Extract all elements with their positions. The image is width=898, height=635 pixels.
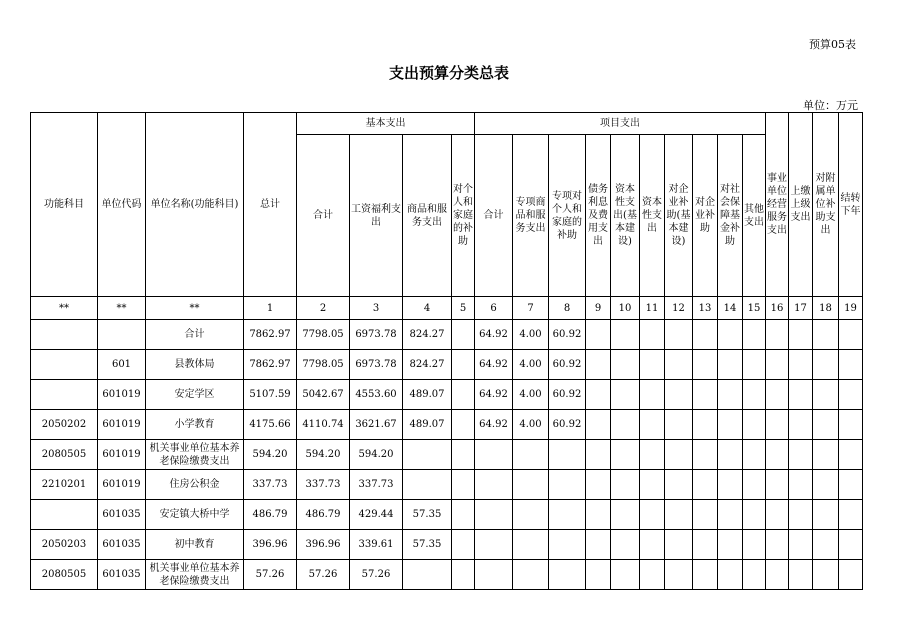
empty-cell (813, 560, 839, 590)
header-enterprise: 对企业补助 (693, 135, 718, 297)
special-goods-cell: 4.00 (513, 320, 549, 350)
basic-total-cell: 4110.74 (297, 410, 350, 440)
header-basic-total: 合计 (297, 135, 350, 297)
empty-cell (718, 560, 743, 590)
unit-code-cell: 601035 (98, 500, 146, 530)
goods-cell: 57.35 (403, 500, 452, 530)
func-code-cell: 2050202 (31, 410, 98, 440)
form-code: 预算05表 (809, 38, 856, 51)
empty-cell (813, 500, 839, 530)
total-cell: 594.20 (244, 440, 297, 470)
func-code-cell: 2210201 (31, 470, 98, 500)
total-cell: 337.73 (244, 470, 297, 500)
empty-cell (586, 380, 611, 410)
empty-cell (718, 410, 743, 440)
index-cell: ** (146, 297, 244, 320)
empty-cell (640, 380, 665, 410)
index-cell: 13 (693, 297, 718, 320)
project-total-cell (475, 560, 513, 590)
empty-cell (665, 560, 693, 590)
index-row (31, 297, 863, 320)
total-cell: 396.96 (244, 530, 297, 560)
unit-code-cell: 601019 (98, 470, 146, 500)
wage-cell: 337.73 (350, 470, 403, 500)
goods-cell: 824.27 (403, 350, 452, 380)
header-carry: 结转下年 (839, 113, 863, 297)
index-cell: ** (98, 297, 146, 320)
basic-total-cell: 337.73 (297, 470, 350, 500)
empty-cell (665, 320, 693, 350)
empty-cell (766, 410, 789, 440)
empty-cell (839, 560, 863, 590)
empty-cell (813, 350, 839, 380)
unit-code-cell: 601019 (98, 410, 146, 440)
empty-cell (693, 440, 718, 470)
empty-cell (665, 350, 693, 380)
empty-cell (611, 470, 640, 500)
empty-cell (640, 530, 665, 560)
empty-cell (665, 500, 693, 530)
project-total-cell: 64.92 (475, 410, 513, 440)
func-code-cell (31, 380, 98, 410)
special-personal-cell (549, 560, 586, 590)
empty-cell (640, 470, 665, 500)
table-row (31, 470, 863, 500)
empty-cell (611, 320, 640, 350)
header-business: 事业单位经营服务支出 (766, 113, 789, 297)
project-total-cell: 64.92 (475, 320, 513, 350)
empty-cell (640, 320, 665, 350)
total-cell: 5107.59 (244, 380, 297, 410)
index-cell: 12 (665, 297, 693, 320)
empty-cell (766, 470, 789, 500)
empty-cell (766, 500, 789, 530)
empty-cell (789, 470, 813, 500)
unit-name-cell: 机关事业单位基本养老保险缴费支出 (146, 560, 244, 590)
empty-cell (766, 440, 789, 470)
empty-cell (839, 470, 863, 500)
empty-cell (839, 410, 863, 440)
special-personal-cell: 60.92 (549, 380, 586, 410)
empty-cell (718, 320, 743, 350)
header-project: 项目支出 (475, 113, 766, 135)
empty-cell (665, 410, 693, 440)
empty-cell (718, 470, 743, 500)
empty-cell (586, 530, 611, 560)
index-cell: 6 (475, 297, 513, 320)
unit-name-cell: 安定镇大桥中学 (146, 500, 244, 530)
empty-cell (640, 350, 665, 380)
empty-cell (693, 560, 718, 590)
empty-cell (813, 380, 839, 410)
empty-cell (743, 440, 766, 470)
goods-cell: 824.27 (403, 320, 452, 350)
empty-cell (766, 350, 789, 380)
empty-cell (718, 530, 743, 560)
func-code-cell (31, 350, 98, 380)
unit-name-cell: 机关事业单位基本养老保险缴费支出 (146, 440, 244, 470)
func-code-cell: 2080505 (31, 440, 98, 470)
special-personal-cell: 60.92 (549, 410, 586, 440)
empty-cell (693, 350, 718, 380)
unit-code-cell: 601035 (98, 560, 146, 590)
index-cell: 2 (297, 297, 350, 320)
empty-cell (813, 410, 839, 440)
index-cell: 10 (611, 297, 640, 320)
total-cell: 486.79 (244, 500, 297, 530)
page-title: 支出预算分类总表 (388, 64, 509, 82)
unit-name-cell: 小学教育 (146, 410, 244, 440)
header-wage: 工资福利支出 (350, 135, 403, 297)
wage-cell: 6973.78 (350, 320, 403, 350)
empty-cell (743, 530, 766, 560)
header-project-total: 合计 (475, 135, 513, 297)
header-goods: 商品和服务支出 (403, 135, 452, 297)
index-cell: 9 (586, 297, 611, 320)
empty-cell (718, 350, 743, 380)
wage-cell: 4553.60 (350, 380, 403, 410)
project-total-cell (475, 440, 513, 470)
empty-cell (611, 500, 640, 530)
special-goods-cell (513, 560, 549, 590)
header-debt: 债务利息及费用支出 (586, 135, 611, 297)
special-personal-cell (549, 440, 586, 470)
personal-cell (452, 470, 475, 500)
empty-cell (743, 380, 766, 410)
wage-cell: 594.20 (350, 440, 403, 470)
empty-cell (693, 470, 718, 500)
table-row (31, 380, 863, 410)
special-goods-cell (513, 500, 549, 530)
special-personal-cell (549, 530, 586, 560)
empty-cell (813, 440, 839, 470)
personal-cell (452, 500, 475, 530)
index-cell: ** (31, 297, 98, 320)
empty-cell (718, 440, 743, 470)
empty-cell (665, 440, 693, 470)
header-special-goods: 专项商品和服务支出 (513, 135, 549, 297)
special-goods-cell (513, 530, 549, 560)
empty-cell (665, 530, 693, 560)
header-unit-name: 单位名称(功能科目) (146, 113, 244, 297)
unit-code-cell: 601019 (98, 440, 146, 470)
special-personal-cell (549, 470, 586, 500)
index-cell: 17 (789, 297, 813, 320)
empty-cell (789, 560, 813, 590)
index-cell: 15 (743, 297, 766, 320)
personal-cell (452, 350, 475, 380)
empty-cell (766, 530, 789, 560)
empty-cell (586, 350, 611, 380)
header-other: 其他支出 (743, 135, 766, 297)
empty-cell (743, 320, 766, 350)
index-cell: 7 (513, 297, 549, 320)
goods-cell (403, 560, 452, 590)
basic-total-cell: 7798.05 (297, 350, 350, 380)
empty-cell (743, 470, 766, 500)
special-personal-cell (549, 500, 586, 530)
empty-cell (789, 320, 813, 350)
total-cell: 4175.66 (244, 410, 297, 440)
project-total-cell (475, 530, 513, 560)
func-code-cell: 2050203 (31, 530, 98, 560)
header-upper: 上缴上级支出 (789, 113, 813, 297)
empty-cell (693, 320, 718, 350)
basic-total-cell: 7798.05 (297, 320, 350, 350)
empty-cell (640, 410, 665, 440)
empty-cell (813, 470, 839, 500)
special-goods-cell (513, 470, 549, 500)
empty-cell (640, 440, 665, 470)
special-goods-cell (513, 440, 549, 470)
goods-cell (403, 440, 452, 470)
empty-cell (718, 380, 743, 410)
basic-total-cell: 57.26 (297, 560, 350, 590)
empty-cell (611, 440, 640, 470)
empty-cell (586, 410, 611, 440)
header-func-code: 功能科目 (31, 113, 98, 297)
total-cell: 57.26 (244, 560, 297, 590)
wage-cell: 6973.78 (350, 350, 403, 380)
index-cell: 4 (403, 297, 452, 320)
empty-cell (766, 560, 789, 590)
basic-total-cell: 594.20 (297, 440, 350, 470)
index-cell: 16 (766, 297, 789, 320)
special-goods-cell: 4.00 (513, 380, 549, 410)
header-subunit: 对附属单位补助支出 (813, 113, 839, 297)
project-total-cell (475, 470, 513, 500)
empty-cell (586, 560, 611, 590)
header-personal: 对个人和家庭的补助 (452, 135, 475, 297)
empty-cell (766, 320, 789, 350)
header-special-personal: 专项对个人和家庭的补助 (549, 135, 586, 297)
empty-cell (665, 380, 693, 410)
personal-cell (452, 440, 475, 470)
empty-cell (789, 500, 813, 530)
header-capital: 资本性支出 (640, 135, 665, 297)
empty-cell (693, 500, 718, 530)
table-row (31, 440, 863, 470)
empty-cell (789, 440, 813, 470)
empty-cell (743, 350, 766, 380)
index-cell: 3 (350, 297, 403, 320)
special-goods-cell: 4.00 (513, 410, 549, 440)
table-row (31, 320, 863, 350)
personal-cell (452, 320, 475, 350)
personal-cell (452, 530, 475, 560)
wage-cell: 3621.67 (350, 410, 403, 440)
empty-cell (839, 440, 863, 470)
unit-label: 单位：万元 (803, 99, 858, 112)
index-cell: 1 (244, 297, 297, 320)
func-code-cell (31, 500, 98, 530)
unit-name-cell: 县教体局 (146, 350, 244, 380)
empty-cell (766, 380, 789, 410)
goods-cell: 489.07 (403, 380, 452, 410)
empty-cell (743, 560, 766, 590)
empty-cell (693, 530, 718, 560)
project-total-cell: 64.92 (475, 380, 513, 410)
goods-cell (403, 470, 452, 500)
header-basic: 基本支出 (297, 113, 475, 135)
basic-total-cell: 486.79 (297, 500, 350, 530)
unit-name-cell: 安定学区 (146, 380, 244, 410)
index-cell: 11 (640, 297, 665, 320)
goods-cell: 57.35 (403, 530, 452, 560)
table-row (31, 530, 863, 560)
basic-total-cell: 396.96 (297, 530, 350, 560)
empty-cell (839, 350, 863, 380)
unit-code-cell (98, 320, 146, 350)
empty-cell (813, 320, 839, 350)
total-cell: 7862.97 (244, 320, 297, 350)
empty-cell (718, 500, 743, 530)
empty-cell (839, 500, 863, 530)
empty-cell (640, 560, 665, 590)
total-cell: 7862.97 (244, 350, 297, 380)
empty-cell (839, 530, 863, 560)
index-cell: 8 (549, 297, 586, 320)
table-row (31, 350, 863, 380)
empty-cell (586, 440, 611, 470)
empty-cell (665, 470, 693, 500)
personal-cell (452, 410, 475, 440)
unit-code-cell: 601019 (98, 380, 146, 410)
empty-cell (839, 320, 863, 350)
header-total: 总计 (244, 113, 297, 297)
empty-cell (743, 410, 766, 440)
empty-cell (789, 380, 813, 410)
empty-cell (789, 350, 813, 380)
table-row (31, 560, 863, 590)
special-personal-cell: 60.92 (549, 350, 586, 380)
project-total-cell (475, 500, 513, 530)
table-row (31, 410, 863, 440)
empty-cell (611, 560, 640, 590)
header-social: 对社会保障基金补助 (718, 135, 743, 297)
unit-name-cell: 住房公积金 (146, 470, 244, 500)
empty-cell (586, 320, 611, 350)
goods-cell: 489.07 (403, 410, 452, 440)
unit-code-cell: 601 (98, 350, 146, 380)
empty-cell (789, 530, 813, 560)
empty-cell (611, 350, 640, 380)
func-code-cell (31, 320, 98, 350)
table-row (31, 500, 863, 530)
wage-cell: 429.44 (350, 500, 403, 530)
index-cell: 19 (839, 297, 863, 320)
empty-cell (693, 410, 718, 440)
index-cell: 18 (813, 297, 839, 320)
unit-name-cell: 合计 (146, 320, 244, 350)
empty-cell (611, 380, 640, 410)
wage-cell: 57.26 (350, 560, 403, 590)
header-enterprise-build: 对企业补助(基本建设) (665, 135, 693, 297)
expense-table (30, 112, 863, 590)
special-goods-cell: 4.00 (513, 350, 549, 380)
empty-cell (813, 530, 839, 560)
header-unit-code: 单位代码 (98, 113, 146, 297)
index-cell: 14 (718, 297, 743, 320)
wage-cell: 339.61 (350, 530, 403, 560)
empty-cell (839, 380, 863, 410)
project-total-cell: 64.92 (475, 350, 513, 380)
personal-cell (452, 380, 475, 410)
empty-cell (743, 500, 766, 530)
empty-cell (586, 500, 611, 530)
empty-cell (640, 500, 665, 530)
index-cell: 5 (452, 297, 475, 320)
empty-cell (693, 380, 718, 410)
func-code-cell: 2080505 (31, 560, 98, 590)
unit-code-cell: 601035 (98, 530, 146, 560)
empty-cell (611, 530, 640, 560)
personal-cell (452, 560, 475, 590)
empty-cell (789, 410, 813, 440)
empty-cell (611, 410, 640, 440)
special-personal-cell: 60.92 (549, 320, 586, 350)
unit-name-cell: 初中教育 (146, 530, 244, 560)
empty-cell (586, 470, 611, 500)
header-capital-build: 资本性支出(基本建设) (611, 135, 640, 297)
basic-total-cell: 5042.67 (297, 380, 350, 410)
